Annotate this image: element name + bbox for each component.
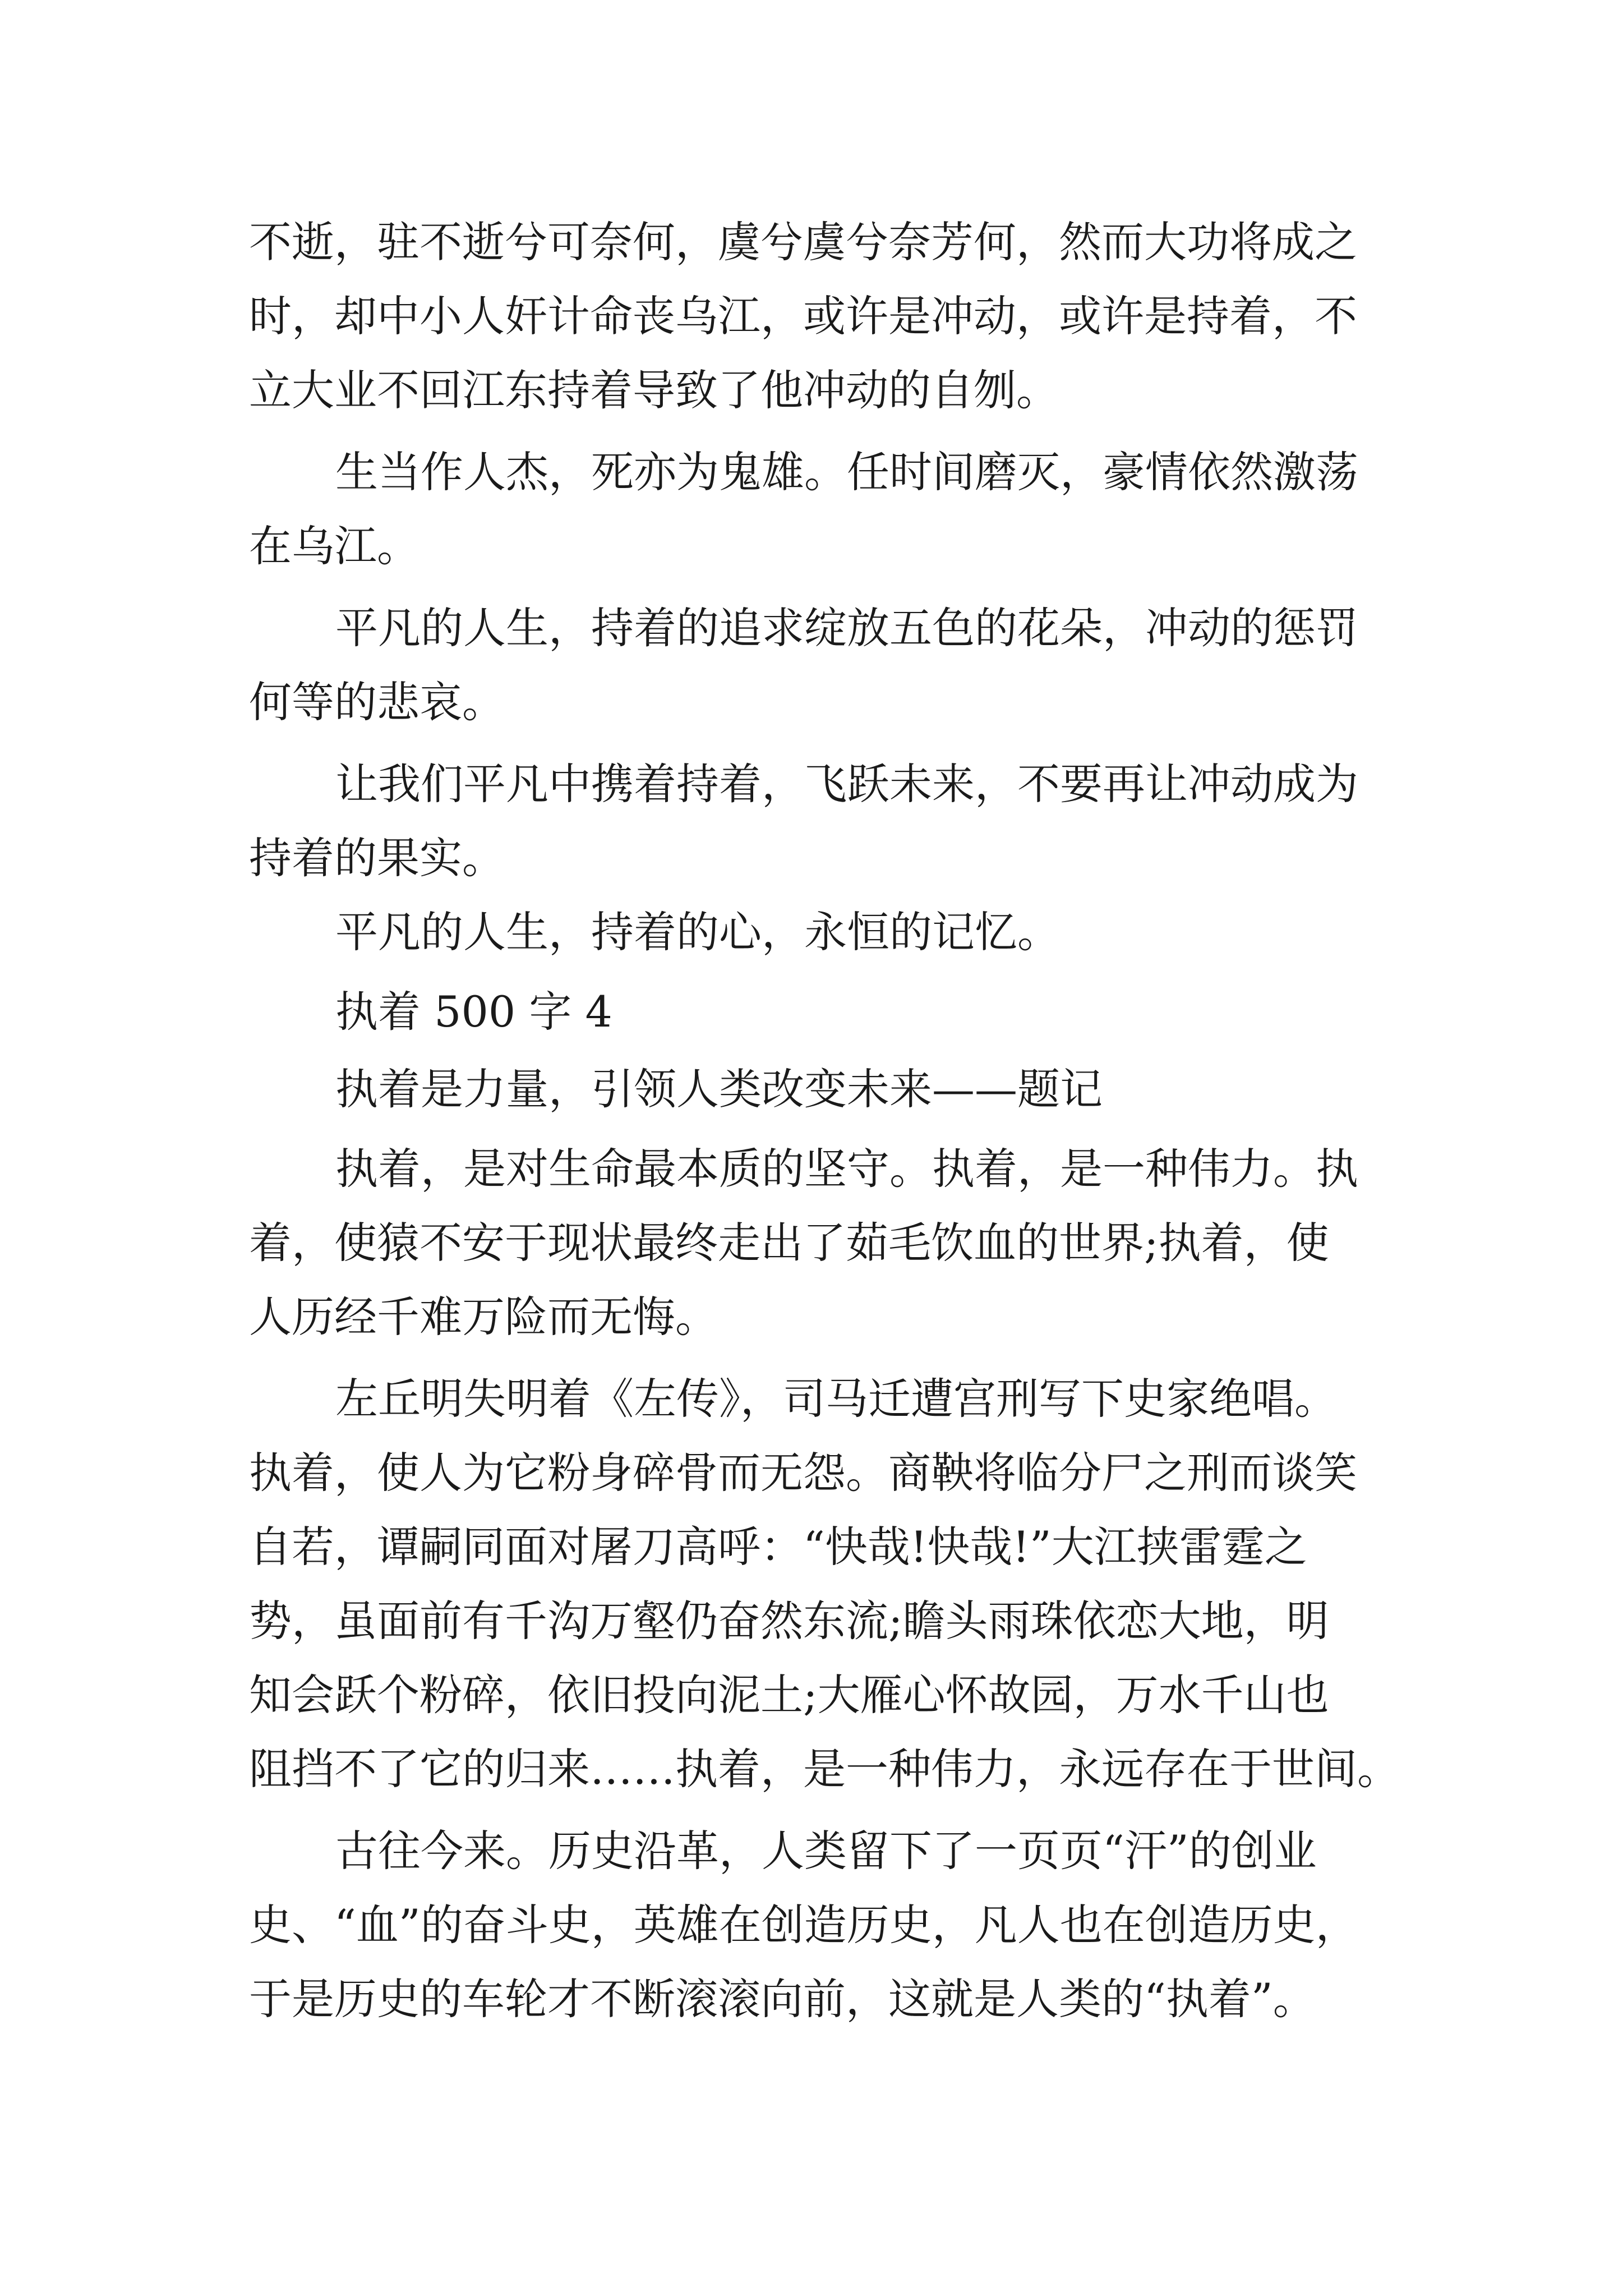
text-line: 执着，使人为它粉身碎骨而无怨。商鞅将临分尸之刑而谈笑: [249, 1448, 1357, 1498]
text-line: 持着的果实。: [249, 833, 505, 883]
text-line: 时，却中小人奸计命丧乌江，或许是冲动，或许是持着，不: [249, 291, 1357, 341]
epigraph: 执着是力量，引领人类改变未来——题记: [335, 1064, 1103, 1114]
paragraph-first-line: 平凡的人生，持着的心，永恒的记忆。: [335, 907, 1060, 957]
text-line: 阻挡不了它的归来……执着，是一种伟力，永远存在于世间。: [249, 1744, 1400, 1794]
paragraph-first-line: 左丘明失明着《左传》，司马迁遭宫刑写下史家绝唱。: [335, 1374, 1337, 1424]
text-line: 于是历史的车轮才不断滚滚向前，这就是人类的“执着”。: [249, 1974, 1316, 2024]
text-line: 何等的悲哀。: [249, 677, 505, 727]
text-line: 在乌江。: [249, 521, 419, 571]
paragraph-first-line: 让我们平凡中携着持着，飞跃未来，不要再让冲动成为: [335, 759, 1358, 809]
text-line: 势，虽面前有千沟万壑仍奋然东流;瞻头雨珠依恋大地，明: [249, 1596, 1329, 1646]
text-line: 知会跃个粉碎，依旧投向泥土;大雁心怀故园，万水千山也: [249, 1670, 1329, 1720]
text-line: 人历经千难万险而无悔。: [249, 1292, 718, 1342]
paragraph-first-line: 执着，是对生命最本质的坚守。执着，是一种伟力。执: [335, 1144, 1358, 1194]
paragraph-first-line: 古往今来。历史沿革，人类留下了一页页“汗”的创业: [335, 1826, 1317, 1876]
text-line: 史、“血”的奋斗史，英雄在创造历史，凡人也在创造历史，: [249, 1900, 1358, 1950]
text-line: 自若，谭嗣同面对屠刀高呼：“快哉!快哉!”大江挟雷霆之: [249, 1522, 1307, 1572]
text-line: 立大业不回江东持着导致了他冲动的自刎。: [249, 365, 1059, 415]
section-heading: 执着 500 字 4: [335, 987, 612, 1037]
paragraph-first-line: 平凡的人生，持着的追求绽放五色的花朵，冲动的惩罚: [335, 603, 1358, 653]
paragraph-first-line: 生当作人杰，死亦为鬼雄。任时间磨灭，豪情依然激荡: [335, 447, 1358, 497]
text-line: 着，使猿不安于现状最终走出了茹毛饮血的世界;执着，使: [249, 1218, 1329, 1268]
text-line: 不逝，驻不逝兮可奈何，虞兮虞兮奈芳何，然而大功将成之: [249, 217, 1357, 267]
